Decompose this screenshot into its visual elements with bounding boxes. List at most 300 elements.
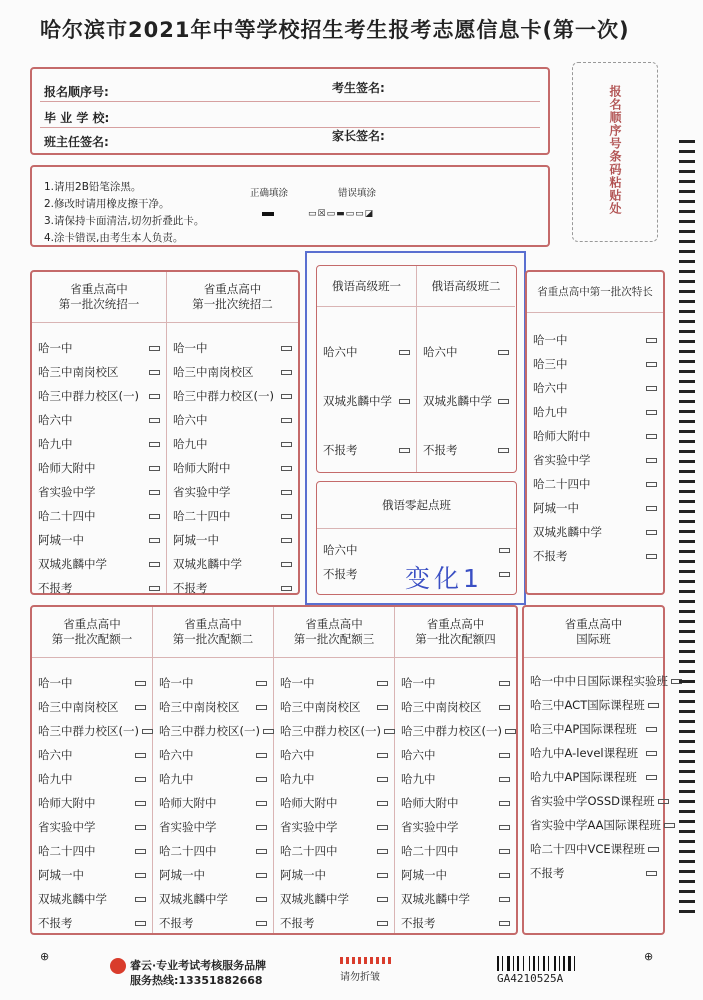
peie1-option[interactable] (38, 915, 146, 931)
answer-bubble[interactable] (142, 729, 153, 734)
answer-bubble[interactable] (499, 548, 510, 553)
russian2-option[interactable] (423, 344, 509, 360)
answer-bubble[interactable] (256, 825, 267, 830)
special-option[interactable] (533, 548, 657, 564)
option-label: 哈师大附中 (38, 796, 96, 810)
option-label: 阿城一中 (159, 868, 205, 882)
option-label: 哈六中 (173, 413, 208, 427)
tongzhao1-option[interactable] (38, 412, 160, 428)
answer-bubble[interactable] (149, 586, 160, 591)
peie3-option[interactable] (280, 771, 388, 787)
sticker-label: 报名顺序号条码粘贴处 (608, 85, 622, 215)
teacher-label: 班主任签名: (44, 135, 109, 149)
option-label: 省实验中学 (159, 820, 217, 834)
answer-bubble[interactable] (498, 350, 509, 355)
answer-bubble[interactable] (399, 350, 410, 355)
option-label: 省实验中学 (533, 453, 591, 467)
special-option[interactable] (533, 500, 657, 516)
tongzhao2-option[interactable] (173, 460, 292, 476)
option-label: 哈一中中日国际课程实验班 (530, 674, 668, 688)
answer-bubble[interactable] (149, 370, 160, 375)
option-label: 省实验中学 (38, 820, 96, 834)
option-label: 不报考 (38, 581, 73, 595)
tongzhao1-option[interactable] (38, 484, 160, 500)
info-box (30, 67, 550, 155)
peie2-option[interactable] (159, 699, 267, 715)
option-label: 双城兆麟中学 (38, 892, 107, 906)
fill-wrong-samples: ▭☒▭▬▭▭◪ (308, 209, 375, 219)
fill-wrong-label: 错误填涂 (338, 188, 377, 199)
answer-bubble[interactable] (646, 482, 657, 487)
answer-bubble[interactable] (377, 921, 388, 926)
peie3-option[interactable] (280, 891, 388, 907)
answer-bubble[interactable] (149, 346, 160, 351)
tongzhao1-option[interactable] (38, 388, 160, 404)
russian-class2-head: 俄语高级班二 (431, 278, 501, 293)
option-label: 哈三中ACT国际课程班 (530, 698, 645, 712)
russian2-option[interactable] (423, 393, 509, 409)
option-label: 省实验中学AA国际课程班 (530, 818, 662, 832)
answer-bubble[interactable] (646, 338, 657, 343)
answer-bubble[interactable] (498, 399, 509, 404)
option-label: 双城兆麟中学 (173, 557, 242, 571)
answer-bubble[interactable] (135, 849, 146, 854)
answer-bubble[interactable] (377, 825, 388, 830)
answer-bubble[interactable] (281, 346, 292, 351)
answer-bubble[interactable] (646, 727, 657, 732)
russian2-option[interactable] (423, 442, 509, 458)
special-option[interactable] (533, 452, 657, 468)
option-label: 阿城一中 (533, 501, 579, 515)
answer-bubble[interactable] (646, 410, 657, 415)
option-label: 哈三中 (533, 357, 568, 371)
col-tongzhao-2: 省重点高中 第一批次统招二 哈一中 哈三中南岗校区 哈三中群力校区(一) 哈六中 哈九中 哈师大附中 省实验中学 哈二十四中 阿城一中 双城兆麟中学 不报考 (167, 272, 298, 593)
tongzhao2-option[interactable] (173, 412, 292, 428)
answer-bubble[interactable] (256, 801, 267, 806)
special-option[interactable] (533, 380, 657, 396)
answer-bubble[interactable] (256, 873, 267, 878)
option-label: 不报考 (323, 443, 358, 457)
answer-bubble[interactable] (499, 873, 510, 878)
answer-bubble[interactable] (499, 753, 510, 758)
answer-bubble[interactable] (499, 681, 510, 686)
answer-bubble[interactable] (256, 777, 267, 782)
option-label: 哈二十四中 (38, 844, 96, 858)
answer-bubble[interactable] (149, 490, 160, 495)
answer-bubble[interactable] (149, 538, 160, 543)
tongzhao1-option[interactable] (38, 532, 160, 548)
answer-bubble[interactable] (646, 554, 657, 559)
option-label: 省实验中学 (38, 485, 96, 499)
brand-line-1: 睿云·专业考试考核服务品牌 (130, 959, 267, 972)
answer-bubble[interactable] (664, 823, 675, 828)
peie1-option[interactable] (38, 891, 146, 907)
option-label: 双城兆麟中学 (533, 525, 602, 539)
section-special (525, 270, 665, 595)
option-label: 阿城一中 (401, 868, 447, 882)
international-option[interactable] (530, 793, 657, 809)
peie3-option[interactable] (280, 723, 388, 739)
peie-head: 省重点高中 第一批次配额三 (274, 607, 394, 658)
special-option[interactable] (533, 356, 657, 372)
answer-bubble[interactable] (149, 466, 160, 471)
no-fold-stripe (340, 957, 394, 964)
option-label: 省实验中学OSSD课程班 (530, 794, 655, 808)
peie3-option[interactable] (280, 795, 388, 811)
answer-bubble[interactable] (499, 801, 510, 806)
option-label: 不报考 (401, 916, 436, 930)
option-label: 哈一中 (533, 333, 568, 347)
answer-bubble[interactable] (646, 506, 657, 511)
answer-bubble[interactable] (256, 705, 267, 710)
peie2-option[interactable] (159, 915, 267, 931)
peie-head: 省重点高中 第一批次配额二 (153, 607, 273, 658)
answer-bubble[interactable] (135, 801, 146, 806)
international-option[interactable] (530, 673, 668, 689)
answer-bubble[interactable] (281, 370, 292, 375)
section-tongzhao (30, 270, 300, 595)
peie4-option[interactable] (401, 699, 510, 715)
international-option[interactable] (530, 817, 662, 833)
instruction-1: 1.请用2B铅笔涂黑。 (44, 181, 142, 193)
option-label: 哈九中 (38, 437, 73, 451)
answer-bubble[interactable] (499, 705, 510, 710)
tongzhao1-option[interactable] (38, 436, 160, 452)
peie1-option[interactable] (38, 819, 146, 835)
option-label: 不报考 (323, 567, 358, 581)
answer-bubble[interactable] (149, 514, 160, 519)
russian-highlight-box (305, 251, 526, 605)
option-label: 双城兆麟中学 (323, 394, 392, 408)
option-label: 哈三中南岗校区 (173, 365, 254, 379)
registration-mark-right: ⊕ (644, 950, 654, 963)
russian1-option[interactable] (323, 442, 410, 458)
answer-bubble[interactable] (281, 394, 292, 399)
col-peie-3 (274, 607, 395, 933)
option-label: 省实验中学 (280, 820, 338, 834)
option-label: 哈三中群力校区(一) (38, 724, 139, 738)
tongzhao2-option[interactable] (173, 340, 292, 356)
no-fold-text: 请勿折皱 (340, 972, 380, 983)
option-label: 哈六中 (323, 543, 358, 557)
international-option[interactable] (530, 697, 657, 713)
option-label: 哈三中南岗校区 (401, 700, 482, 714)
answer-bubble[interactable] (281, 418, 292, 423)
special-option[interactable] (533, 332, 657, 348)
answer-bubble[interactable] (499, 777, 510, 782)
peie1-option[interactable] (38, 771, 146, 787)
international-option[interactable] (530, 841, 657, 857)
answer-bubble[interactable] (646, 530, 657, 535)
card-barcode (497, 956, 579, 971)
answer-bubble[interactable] (135, 921, 146, 926)
option-label: 哈三中南岗校区 (38, 365, 119, 379)
tongzhao2-option[interactable] (173, 508, 292, 524)
answer-bubble[interactable] (499, 921, 510, 926)
answer-bubble[interactable] (135, 897, 146, 902)
answer-bubble[interactable] (149, 562, 160, 567)
peie3-option[interactable] (280, 699, 388, 715)
peie1-option[interactable] (38, 699, 146, 715)
peie1-option[interactable] (38, 867, 146, 883)
option-label: 双城兆麟中学 (38, 557, 107, 571)
option-label: 哈二十四中 (533, 477, 591, 491)
international-option[interactable] (530, 769, 657, 785)
answer-bubble[interactable] (377, 681, 388, 686)
special-option[interactable] (533, 428, 657, 444)
answer-bubble[interactable] (646, 871, 657, 876)
peie4-option[interactable] (401, 723, 510, 739)
peie3-option[interactable] (280, 867, 388, 883)
peie2-option[interactable] (159, 723, 267, 739)
peie3-option[interactable] (280, 675, 388, 691)
option-label: 不报考 (280, 916, 315, 930)
answer-bubble[interactable] (256, 897, 267, 902)
option-label: 哈九中 (38, 772, 73, 786)
peie4-option[interactable] (401, 771, 510, 787)
tongzhao2-option[interactable] (173, 532, 292, 548)
tongzhao1-option[interactable] (38, 340, 160, 356)
answer-bubble[interactable] (658, 799, 669, 804)
option-label: 哈师大附中 (38, 461, 96, 475)
peie4-option[interactable] (401, 915, 510, 931)
peie4-option[interactable] (401, 795, 510, 811)
peie2-option[interactable] (159, 675, 267, 691)
answer-bubble[interactable] (281, 586, 292, 591)
option-label: 不报考 (159, 916, 194, 930)
option-label: 哈六中 (423, 345, 458, 359)
option-label: 哈六中 (38, 413, 73, 427)
peie4-option[interactable] (401, 819, 510, 835)
answer-bubble[interactable] (646, 775, 657, 780)
answer-bubble[interactable] (256, 849, 267, 854)
answer-bubble[interactable] (135, 753, 146, 758)
option-label: 哈三中南岗校区 (280, 700, 361, 714)
answer-bubble[interactable] (256, 921, 267, 926)
fill-correct-label: 正确填涂 (250, 188, 289, 199)
answer-bubble[interactable] (499, 897, 510, 902)
answer-bubble[interactable] (377, 777, 388, 782)
peie-head: 省重点高中 第一批次配额一 (32, 607, 152, 658)
peie3-option[interactable] (280, 819, 388, 835)
russian1-option[interactable] (323, 344, 410, 360)
answer-bubble[interactable] (646, 362, 657, 367)
answer-bubble[interactable] (377, 897, 388, 902)
answer-bubble[interactable] (149, 442, 160, 447)
tongzhao1-option[interactable] (38, 556, 160, 572)
answer-bubble[interactable] (256, 753, 267, 758)
tongzhao2-option[interactable] (173, 484, 292, 500)
international-option[interactable] (530, 865, 657, 881)
answer-bubble[interactable] (135, 873, 146, 878)
option-label: 哈九中 (280, 772, 315, 786)
tongzhao2-option[interactable] (173, 364, 292, 380)
tongzhao2-option[interactable] (173, 556, 292, 572)
option-label: 阿城一中 (280, 868, 326, 882)
answer-bubble[interactable] (384, 729, 395, 734)
answer-bubble[interactable] (135, 705, 146, 710)
instruction-3: 3.请保持卡面清洁,切勿折叠此卡。 (44, 215, 205, 227)
peie4-option[interactable] (401, 867, 510, 883)
option-label: 哈三中AP国际课程班 (530, 722, 637, 736)
peie3-option[interactable] (280, 747, 388, 763)
option-label: 哈三中群力校区(一) (401, 724, 502, 738)
answer-bubble[interactable] (498, 448, 509, 453)
answer-bubble[interactable] (377, 849, 388, 854)
answer-bubble[interactable] (499, 572, 510, 577)
option-label: 双城兆麟中学 (280, 892, 349, 906)
peie4-option[interactable] (401, 747, 510, 763)
option-label: 哈师大附中 (159, 796, 217, 810)
registration-mark-left: ⊕ (40, 950, 50, 963)
option-label: 哈师大附中 (280, 796, 338, 810)
answer-bubble[interactable] (377, 801, 388, 806)
student-sign-label: 考生签名: (332, 81, 385, 95)
option-label: 哈三中群力校区(一) (173, 389, 274, 403)
answer-bubble[interactable] (646, 751, 657, 756)
tongzhao2-option[interactable] (173, 580, 292, 596)
tongzhao1-option[interactable] (38, 364, 160, 380)
answer-bubble[interactable] (149, 394, 160, 399)
answer-bubble[interactable] (149, 418, 160, 423)
tongzhao2-option[interactable] (173, 436, 292, 452)
parent-sign-label: 家长签名: (332, 129, 385, 143)
option-label: 哈一中 (38, 341, 73, 355)
answer-bubble[interactable] (281, 538, 292, 543)
peie2-option[interactable] (159, 843, 267, 859)
option-label: 哈九中A-level课程班 (530, 746, 639, 760)
option-label: 哈三中南岗校区 (38, 700, 119, 714)
option-label: 哈三中群力校区(一) (159, 724, 260, 738)
answer-bubble[interactable] (399, 399, 410, 404)
option-label: 省实验中学 (173, 485, 231, 499)
answer-bubble[interactable] (646, 458, 657, 463)
international-option[interactable] (530, 745, 657, 761)
peie2-option[interactable] (159, 795, 267, 811)
peie1-option[interactable] (38, 723, 146, 739)
answer-bubble[interactable] (499, 849, 510, 854)
option-label: 哈九中AP国际课程班 (530, 770, 637, 784)
option-label: 哈三中南岗校区 (159, 700, 240, 714)
option-label: 哈二十四中 (38, 509, 96, 523)
answer-bubble[interactable] (135, 777, 146, 782)
option-label: 不报考 (530, 866, 565, 880)
peie2-option[interactable] (159, 771, 267, 787)
option-label: 哈二十四中 (280, 844, 338, 858)
option-label: 哈六中 (159, 748, 194, 762)
tongzhao2-option[interactable] (173, 388, 292, 404)
russian-zero-head: 俄语零起点班 (382, 497, 451, 512)
peie4-option[interactable] (401, 675, 510, 691)
fill-correct-sample (262, 212, 274, 216)
answer-bubble[interactable] (281, 466, 292, 471)
barcode-sticker-area (572, 62, 658, 242)
peie1-option[interactable] (38, 675, 146, 691)
russian1-option[interactable] (323, 393, 410, 409)
col-tongzhao-1: 省重点高中 第一批次统招一 哈一中 哈三中南岗校区 哈三中群力校区(一) 哈六中 哈九中 哈师大附中 省实验中学 哈二十四中 阿城一中 双城兆麟中学 不报考 (32, 272, 167, 593)
tongzhao1-option[interactable] (38, 460, 160, 476)
option-label: 哈六中 (280, 748, 315, 762)
option-label: 哈九中 (159, 772, 194, 786)
peie2-option[interactable] (159, 747, 267, 763)
international-option[interactable] (530, 721, 657, 737)
col-peie-4 (395, 607, 516, 933)
answer-bubble[interactable] (648, 847, 659, 852)
peie3-option[interactable] (280, 915, 388, 931)
option-label: 哈九中 (533, 405, 568, 419)
option-label: 不报考 (533, 549, 568, 563)
option-label: 哈一中 (173, 341, 208, 355)
option-label: 哈三中群力校区(一) (38, 389, 139, 403)
answer-bubble[interactable] (281, 490, 292, 495)
peie2-option[interactable] (159, 891, 267, 907)
special-option[interactable] (533, 476, 657, 492)
option-label: 哈六中 (323, 345, 358, 359)
peie2-option[interactable] (159, 867, 267, 883)
timing-marks (679, 140, 695, 920)
answer-bubble[interactable] (281, 442, 292, 447)
option-label: 阿城一中 (173, 533, 219, 547)
peie2-option[interactable] (159, 819, 267, 835)
col-peie-2 (153, 607, 274, 933)
tongzhao1-option[interactable] (38, 580, 160, 596)
answer-bubble[interactable] (263, 729, 274, 734)
option-label: 哈九中 (173, 437, 208, 451)
answer-bubble[interactable] (505, 729, 516, 734)
option-label: 哈九中 (401, 772, 436, 786)
peie1-option[interactable] (38, 795, 146, 811)
option-label: 哈二十四中 (401, 844, 459, 858)
peie1-option[interactable] (38, 843, 146, 859)
peie1-option[interactable] (38, 747, 146, 763)
answer-bubble[interactable] (256, 681, 267, 686)
option-label: 双城兆麟中学 (423, 394, 492, 408)
instructions-box (30, 165, 550, 247)
answer-bubble[interactable] (281, 514, 292, 519)
tongzhao1-option[interactable] (38, 508, 160, 524)
answer-bubble[interactable] (646, 434, 657, 439)
school-label: 毕 业 学 校: (44, 111, 110, 125)
option-label: 哈一中 (401, 676, 436, 690)
peie4-option[interactable] (401, 843, 510, 859)
answer-bubble[interactable] (646, 386, 657, 391)
answer-bubble[interactable] (648, 703, 659, 708)
answer-bubble[interactable] (377, 873, 388, 878)
peie4-option[interactable] (401, 891, 510, 907)
option-label: 哈六中 (533, 381, 568, 395)
option-label: 哈二十四中VCE课程班 (530, 842, 646, 856)
answer-bubble[interactable] (135, 825, 146, 830)
answer-bubble[interactable] (377, 753, 388, 758)
special-head: 省重点高中第一批次特长 (537, 285, 653, 298)
instruction-2: 2.修改时请用橡皮擦干净。 (44, 198, 170, 210)
option-label: 哈一中 (38, 676, 73, 690)
option-label: 双城兆麟中学 (159, 892, 228, 906)
special-option[interactable] (533, 404, 657, 420)
option-label: 哈六中 (401, 748, 436, 762)
peie3-option[interactable] (280, 843, 388, 859)
answer-bubble[interactable] (377, 705, 388, 710)
option-label: 哈六中 (38, 748, 73, 762)
answer-bubble[interactable] (499, 825, 510, 830)
answer-bubble[interactable] (399, 448, 410, 453)
card-title: 哈尔滨市2021年中等学校招生考生报考志愿信息卡(第一次) (40, 18, 630, 42)
russian-zero-option[interactable] (323, 542, 510, 558)
special-option[interactable] (533, 524, 657, 540)
answer-bubble[interactable] (281, 562, 292, 567)
option-label: 哈二十四中 (173, 509, 231, 523)
answer-bubble[interactable] (135, 681, 146, 686)
